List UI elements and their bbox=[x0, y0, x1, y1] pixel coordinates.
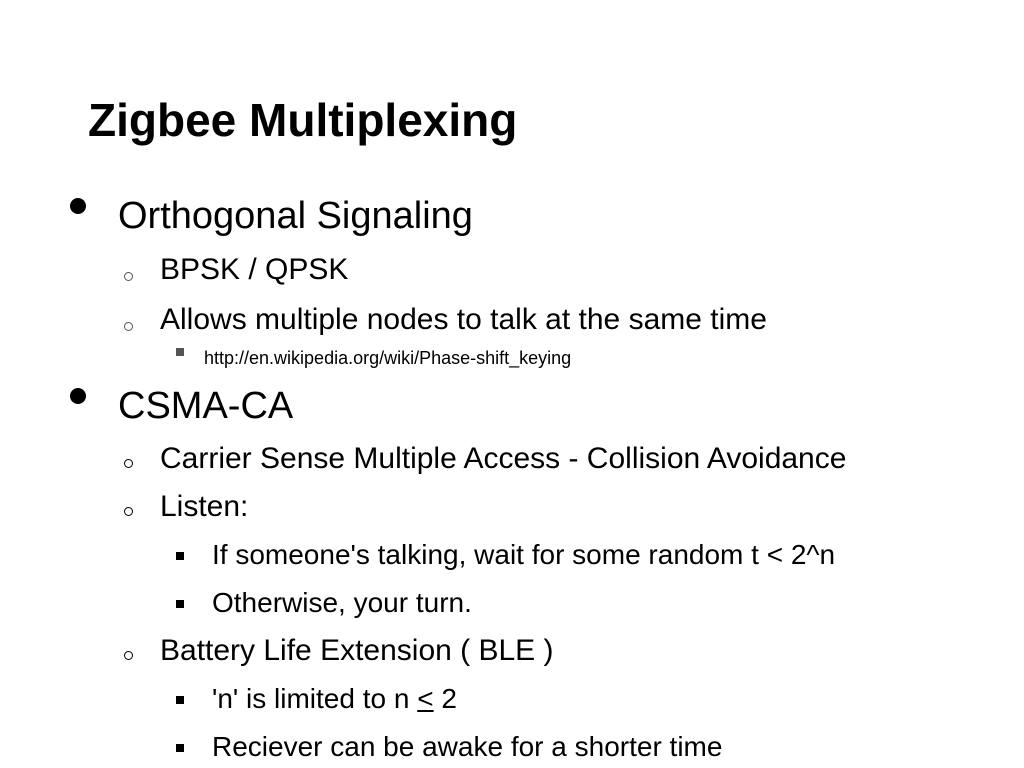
less-or-equal-symbol: < bbox=[417, 683, 434, 714]
level2-bullet-icon bbox=[124, 507, 133, 516]
subbullet-listen: Listen: bbox=[160, 490, 249, 523]
level3-bullet-icon bbox=[176, 744, 184, 752]
n-limit-value: 2 bbox=[433, 683, 457, 714]
bullet-orthogonal-signaling: Orthogonal Signaling bbox=[118, 195, 473, 237]
level2-bullet-icon bbox=[124, 322, 133, 331]
subsubbullet-someone-talking: If someone's talking, wait for some random t < 2^n bbox=[212, 539, 836, 570]
level3-bullet-icon bbox=[176, 696, 184, 704]
wikipedia-link[interactable]: http://en.wikipedia.org/wiki/Phase-shift_keying bbox=[204, 348, 572, 368]
bullet-csma-ca: CSMA-CA bbox=[118, 385, 294, 427]
subbullet-ble: Battery Life Extension ( BLE ) bbox=[160, 634, 554, 667]
subsubbullet-your-turn: Otherwise, your turn. bbox=[212, 587, 472, 618]
level2-bullet-icon bbox=[124, 272, 133, 281]
level1-bullet-icon bbox=[70, 388, 86, 404]
subsubbullet-receiver-awake: Reciever can be awake for a shorter time bbox=[212, 731, 723, 762]
subbullet-csma-definition: Carrier Sense Multiple Access - Collision Avoidance bbox=[160, 442, 847, 475]
level3-bullet-icon bbox=[176, 348, 184, 356]
slide-title: Zigbee Multiplexing bbox=[88, 94, 518, 146]
level3-bullet-icon bbox=[176, 600, 184, 608]
subsubbullet-n-limit bbox=[212, 682, 457, 716]
level1-bullet-icon bbox=[70, 198, 86, 214]
subbullet-bpsk-qpsk: BPSK / QPSK bbox=[160, 253, 349, 286]
level3-bullet-icon bbox=[176, 552, 184, 560]
level2-bullet-icon bbox=[124, 651, 133, 660]
level2-bullet-icon bbox=[124, 459, 133, 468]
subbullet-multiple-nodes: Allows multiple nodes to talk at the same time bbox=[160, 303, 767, 336]
n-limit-text: 'n' is limited to n bbox=[212, 683, 418, 714]
